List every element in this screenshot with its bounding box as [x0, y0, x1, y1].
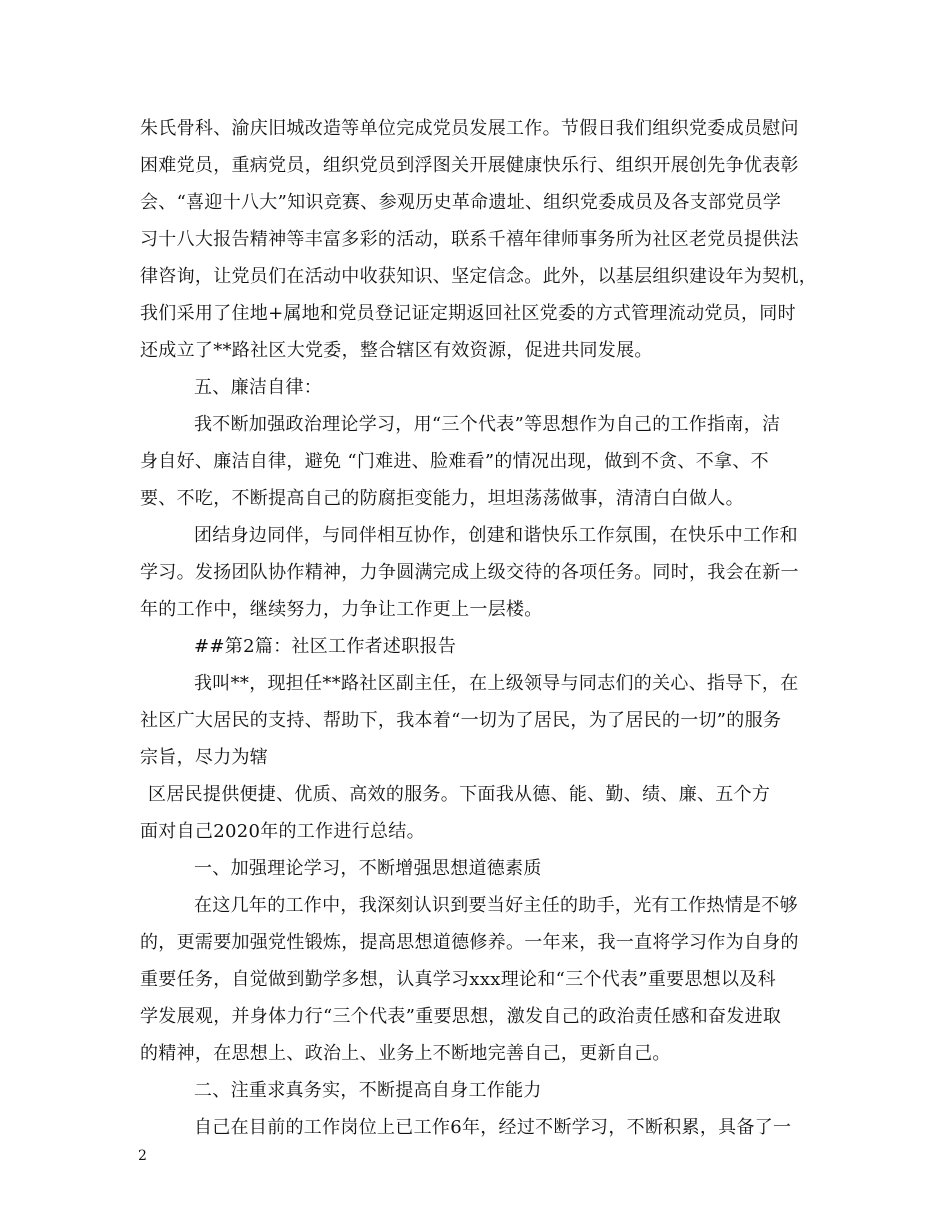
paragraph-line: 还成立了**路社区大党委，整合辖区有效资源，促进共同发展。 — [140, 340, 653, 361]
section-heading: 一、加强理论学习，不断增强思想道德素质 — [194, 858, 542, 879]
paragraph-line: 重要任务，自觉做到勤学多想，认真学习xxx理论和“三个代表”重要思想以及科 — [140, 969, 776, 990]
paragraph-line: 我不断加强政治理论学习，用“三个代表”等思想作为自己的工作指南，洁 — [194, 414, 781, 435]
paragraph-line: 年的工作中，继续努力，力争让工作更上一层楼。 — [140, 599, 543, 620]
paragraph-line: 宗旨，尽力为辖 — [140, 747, 269, 768]
paragraph-line: 区居民提供便捷、优质、高效的服务。下面我从德、能、勤、绩、廉、五个方 — [148, 784, 771, 805]
paragraph-line: 自己在目前的工作岗位上已工作6年，经过不断学习，不断积累，具备了一 — [194, 1117, 792, 1138]
chapter-heading: ##第2篇：社区工作者述职报告 — [194, 636, 457, 657]
paragraph-line: 的，更需要加强党性锻炼，提高思想道德修养。一年来，我一直将学习作为自身的 — [140, 932, 799, 953]
section-heading: 五、廉洁自律： — [194, 377, 323, 398]
paragraph-line: 朱氏骨科、渝庆旧城改造等单位完成党员发展工作。节假日我们组织党委成员慰问 — [140, 118, 799, 139]
paragraph-line: 学发展观，并身体力行“三个代表”重要思想，激发自己的政治责任感和奋发进取 — [140, 1006, 782, 1027]
paragraph-line: 会、“喜迎十八大”知识竞赛、参观历史革命遗址、组织党委成员及各支部党员学 — [140, 192, 782, 213]
paragraph-line: 身自好、廉洁自律，避免 “门难进、脸难看”的情况出现，做到不贪、不拿、不 — [140, 451, 769, 472]
paragraph-line: 在这几年的工作中，我深刻认识到要当好主任的助手，光有工作热情是不够 — [194, 895, 798, 916]
paragraph-line: 困难党员，重病党员，组织党员到浮图关开展健康快乐行、组织开展创先争优表彰 — [140, 155, 799, 176]
paragraph-line: 我们采用了住地+属地和党员登记证定期返回社区党委的方式管理流动党员，同时 — [140, 303, 796, 324]
paragraph-line: 的精神，在思想上、政治上、业务上不断地完善自己，更新自己。 — [140, 1043, 671, 1064]
paragraph-line: 面对自己2020年的工作进行总结。 — [140, 821, 425, 842]
page-number: 2 — [138, 1148, 147, 1164]
paragraph-line: 我叫**，现担任**路社区副主任，在上级领导与同志们的关心、指导下，在 — [194, 673, 799, 694]
paragraph-line: 习十八大报告精神等丰富多彩的活动，联系千禧年律师事务所为社区老党员提供法 — [140, 229, 799, 250]
section-heading: 二、注重求真务实，不断提高自身工作能力 — [194, 1080, 542, 1101]
paragraph-line: 律咨询，让党员们在活动中收获知识、坚定信念。此外，以基层组织建设年为契机， — [140, 266, 818, 287]
paragraph-line: 学习。发扬团队协作精神，力争圆满完成上级交待的各项任务。同时，我会在新一 — [140, 562, 799, 583]
paragraph-line: 要、不吃，不断提高自己的防腐拒变能力，坦坦荡荡做事，清清白白做人。 — [140, 488, 744, 509]
paragraph-line: 社区广大居民的支持、帮助下，我本着“一切为了居民，为了居民的一切”的服务 — [140, 710, 782, 731]
paragraph-line: 团结身边同伴，与同伴相互协作，创建和谐快乐工作氛围，在快乐中工作和 — [194, 525, 798, 546]
